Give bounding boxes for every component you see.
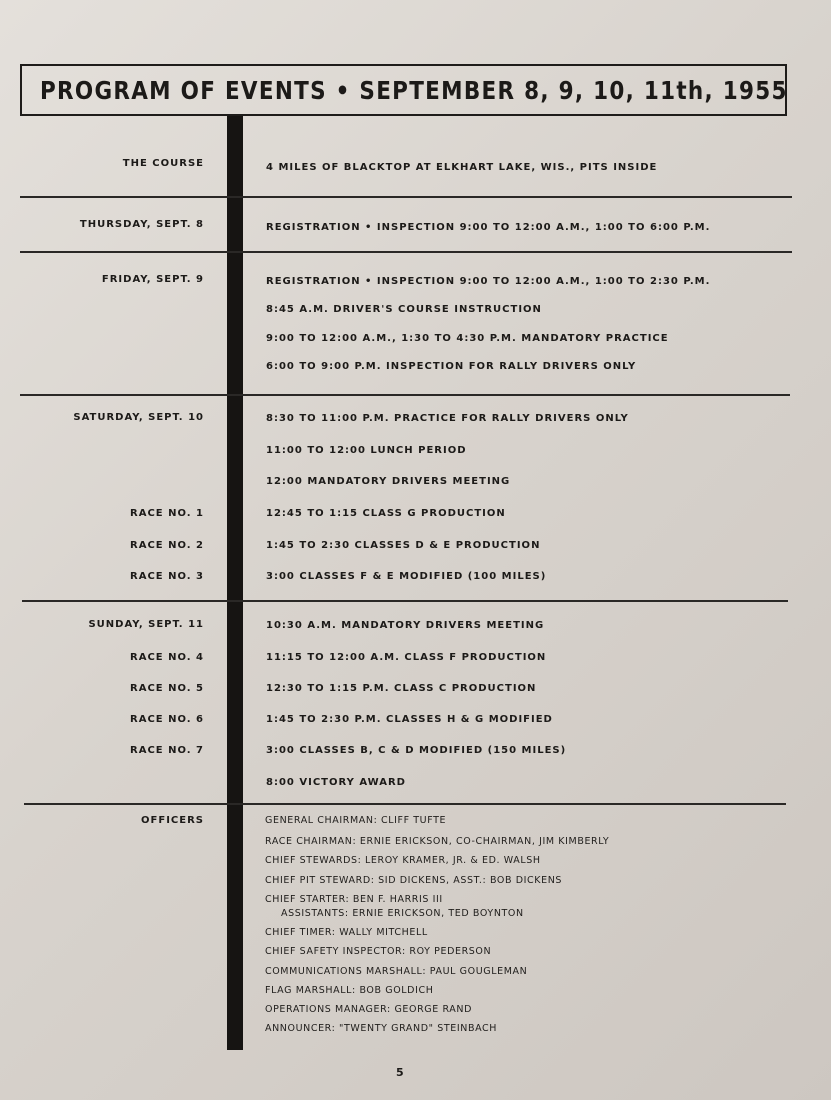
title-box (20, 64, 787, 116)
event-friday: 6:00 TO 9:00 P.M. INSPECTION FOR RALLY DRIVERS ONLY (266, 361, 637, 372)
section-label-officers: OFFICERS (141, 815, 204, 826)
officer-line: CHIEF SAFETY INSPECTOR: ROY PEDERSON (265, 946, 492, 957)
section-label-course: THE COURSE (122, 158, 204, 169)
section-label-friday: FRIDAY, SEPT. 9 (101, 274, 204, 285)
race-label: RACE NO. 5 (130, 683, 204, 694)
event-friday: REGISTRATION • INSPECTION 9:00 TO 12:00 A.M., 1:00 TO 2:30 P.M. (266, 276, 711, 287)
event-saturday: 1:45 TO 2:30 CLASSES D & E PRODUCTION (266, 540, 541, 551)
race-label: RACE NO. 4 (130, 652, 204, 663)
divider-sunday (24, 803, 786, 805)
officer-line: CHIEF TIMER: WALLY MITCHELL (265, 927, 428, 938)
officer-line: FLAG MARSHALL: BOB GOLDICH (265, 985, 434, 996)
event-saturday: 12:45 TO 1:15 CLASS G PRODUCTION (266, 508, 506, 519)
event-saturday: 12:00 MANDATORY DRIVERS MEETING (266, 476, 511, 487)
officer-line: CHIEF STARTER: BEN F. HARRIS III (265, 894, 443, 905)
officer-line: CHIEF PIT STEWARD: SID DICKENS, ASST.: BOB DICKENS (265, 875, 563, 886)
page-title: PROGRAM OF EVENTS • SEPTEMBER 8, 9, 10, 11th, 1955 (40, 75, 788, 105)
divider-thursday (20, 251, 792, 253)
officer-line: ANNOUNCER: "TWENTY GRAND" STEINBACH (265, 1023, 497, 1034)
race-label: RACE NO. 6 (130, 714, 204, 725)
page-number: 5 (396, 1066, 404, 1079)
event-sunday: 3:00 CLASSES B, C & D MODIFIED (150 MILES) (266, 745, 567, 756)
race-label: RACE NO. 1 (130, 508, 204, 519)
officer-line: OPERATIONS MANAGER: GEORGE RAND (265, 1004, 473, 1015)
event-sunday: 10:30 A.M. MANDATORY DRIVERS MEETING (266, 620, 545, 631)
officer-line: ASSISTANTS: ERNIE ERICKSON, TED BOYNTON (281, 908, 524, 919)
section-label-sunday: SUNDAY, SEPT. 11 (88, 619, 204, 630)
event-sunday: 12:30 TO 1:15 P.M. CLASS C PRODUCTION (266, 683, 537, 694)
race-label: RACE NO. 7 (130, 745, 204, 756)
event-saturday: 8:30 TO 11:00 P.M. PRACTICE FOR RALLY DRIVERS ONLY (266, 413, 629, 424)
divider-course (20, 196, 792, 198)
event-friday: 8:45 A.M. DRIVER'S COURSE INSTRUCTION (266, 304, 542, 315)
timeline-bar (227, 116, 243, 1050)
event-thursday: REGISTRATION • INSPECTION 9:00 TO 12:00 A.M., 1:00 TO 6:00 P.M. (266, 222, 711, 233)
divider-saturday (22, 600, 788, 602)
event-course: 4 MILES OF BLACKTOP AT ELKHART LAKE, WIS., PITS INSIDE (266, 162, 658, 173)
section-label-thursday: THURSDAY, SEPT. 8 (79, 219, 204, 230)
officer-line: COMMUNICATIONS MARSHALL: PAUL GOUGLEMAN (265, 966, 528, 977)
event-saturday: 3:00 CLASSES F & E MODIFIED (100 MILES) (266, 571, 547, 582)
race-label: RACE NO. 2 (130, 540, 204, 551)
event-saturday: 11:00 TO 12:00 LUNCH PERIOD (266, 445, 467, 456)
event-sunday: 11:15 TO 12:00 A.M. CLASS F PRODUCTION (266, 652, 547, 663)
event-sunday: 8:00 VICTORY AWARD (266, 777, 406, 788)
race-label: RACE NO. 3 (130, 571, 204, 582)
divider-friday (20, 394, 790, 396)
officer-line: CHIEF STEWARDS: LEROY KRAMER, JR. & ED. WALSH (265, 855, 541, 866)
event-sunday: 1:45 TO 2:30 P.M. CLASSES H & G MODIFIED (266, 714, 553, 725)
officer-line: GENERAL CHAIRMAN: CLIFF TUFTE (265, 815, 447, 826)
section-label-saturday: SATURDAY, SEPT. 10 (73, 412, 204, 423)
event-friday: 9:00 TO 12:00 A.M., 1:30 TO 4:30 P.M. MANDATORY PRACTICE (266, 333, 669, 344)
officer-line: RACE CHAIRMAN: ERNIE ERICKSON, CO-CHAIRMAN, JIM KIMBERLY (265, 836, 610, 847)
